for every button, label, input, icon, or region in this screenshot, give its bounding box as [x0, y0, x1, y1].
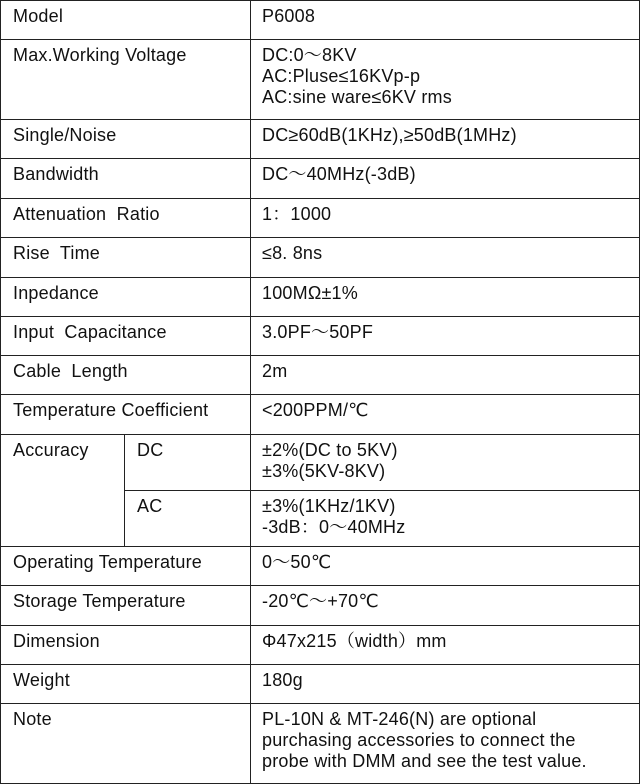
spec-value: PL-10N & MT-246(N) are optional purchasing accessories to connect the probe with DMM and see the test value. [251, 704, 640, 784]
spec-value: 180g [251, 665, 640, 704]
spec-value: DC～40MHz(-3dB) [251, 159, 640, 199]
spec-label: Cable Length [1, 356, 251, 395]
spec-value: ±2%(DC to 5KV) ±3%(5KV-8KV) [251, 435, 640, 491]
spec-label: Note [1, 704, 251, 784]
spec-value: P6008 [251, 1, 640, 40]
spec-value: 0～50℃ [251, 547, 640, 586]
spec-value: ±3%(1KHz/1KV) -3dB：0～40MHz [251, 491, 640, 547]
spec-value: Φ47x215（width）mm [251, 626, 640, 665]
spec-label: Operating Temperature [1, 547, 251, 586]
spec-value: <200PPM/℃ [251, 395, 640, 435]
spec-label: Accuracy [1, 435, 125, 547]
spec-label: Bandwidth [1, 159, 251, 199]
spec-label: Storage Temperature [1, 586, 251, 626]
spec-row [1, 317, 640, 356]
spec-label: Rise Time [1, 238, 251, 278]
spec-row [1, 547, 640, 586]
spec-row [1, 159, 640, 199]
spec-row [1, 626, 640, 665]
spec-value: 2m [251, 356, 640, 395]
spec-value: ≤8. 8ns [251, 238, 640, 278]
spec-label: Input Capacitance [1, 317, 251, 356]
spec-sublabel: AC [125, 491, 251, 547]
spec-label: Weight [1, 665, 251, 704]
spec-row [1, 395, 640, 435]
spec-value: DC≥60dB(1KHz),≥50dB(1MHz) [251, 120, 640, 159]
spec-value: -20℃～+70℃ [251, 586, 640, 626]
spec-row [1, 586, 640, 626]
spec-row [1, 278, 640, 317]
spec-sublabel: DC [125, 435, 251, 491]
spec-value: DC:0～8KV AC:Pluse≤16KVp-p AC:sine ware≤6KV rms [251, 40, 640, 120]
spec-value: 1：1000 [251, 199, 640, 238]
spec-row [1, 238, 640, 278]
spec-row [1, 120, 640, 159]
spec-row [1, 40, 640, 120]
spec-label: Inpedance [1, 278, 251, 317]
spec-row [1, 665, 640, 704]
spec-value: 100MΩ±1% [251, 278, 640, 317]
spec-label: Max.Working Voltage [1, 40, 251, 120]
spec-value: 3.0PF～50PF [251, 317, 640, 356]
spec-row [1, 1, 640, 40]
spec-row [1, 704, 640, 784]
spec-row [1, 435, 640, 491]
spec-row [1, 199, 640, 238]
spec-label: Temperature Coefficient [1, 395, 251, 435]
spec-label: Model [1, 1, 251, 40]
spec-label: Dimension [1, 626, 251, 665]
spec-label: Attenuation Ratio [1, 199, 251, 238]
spec-label: Single/Noise [1, 120, 251, 159]
spec-row [1, 356, 640, 395]
